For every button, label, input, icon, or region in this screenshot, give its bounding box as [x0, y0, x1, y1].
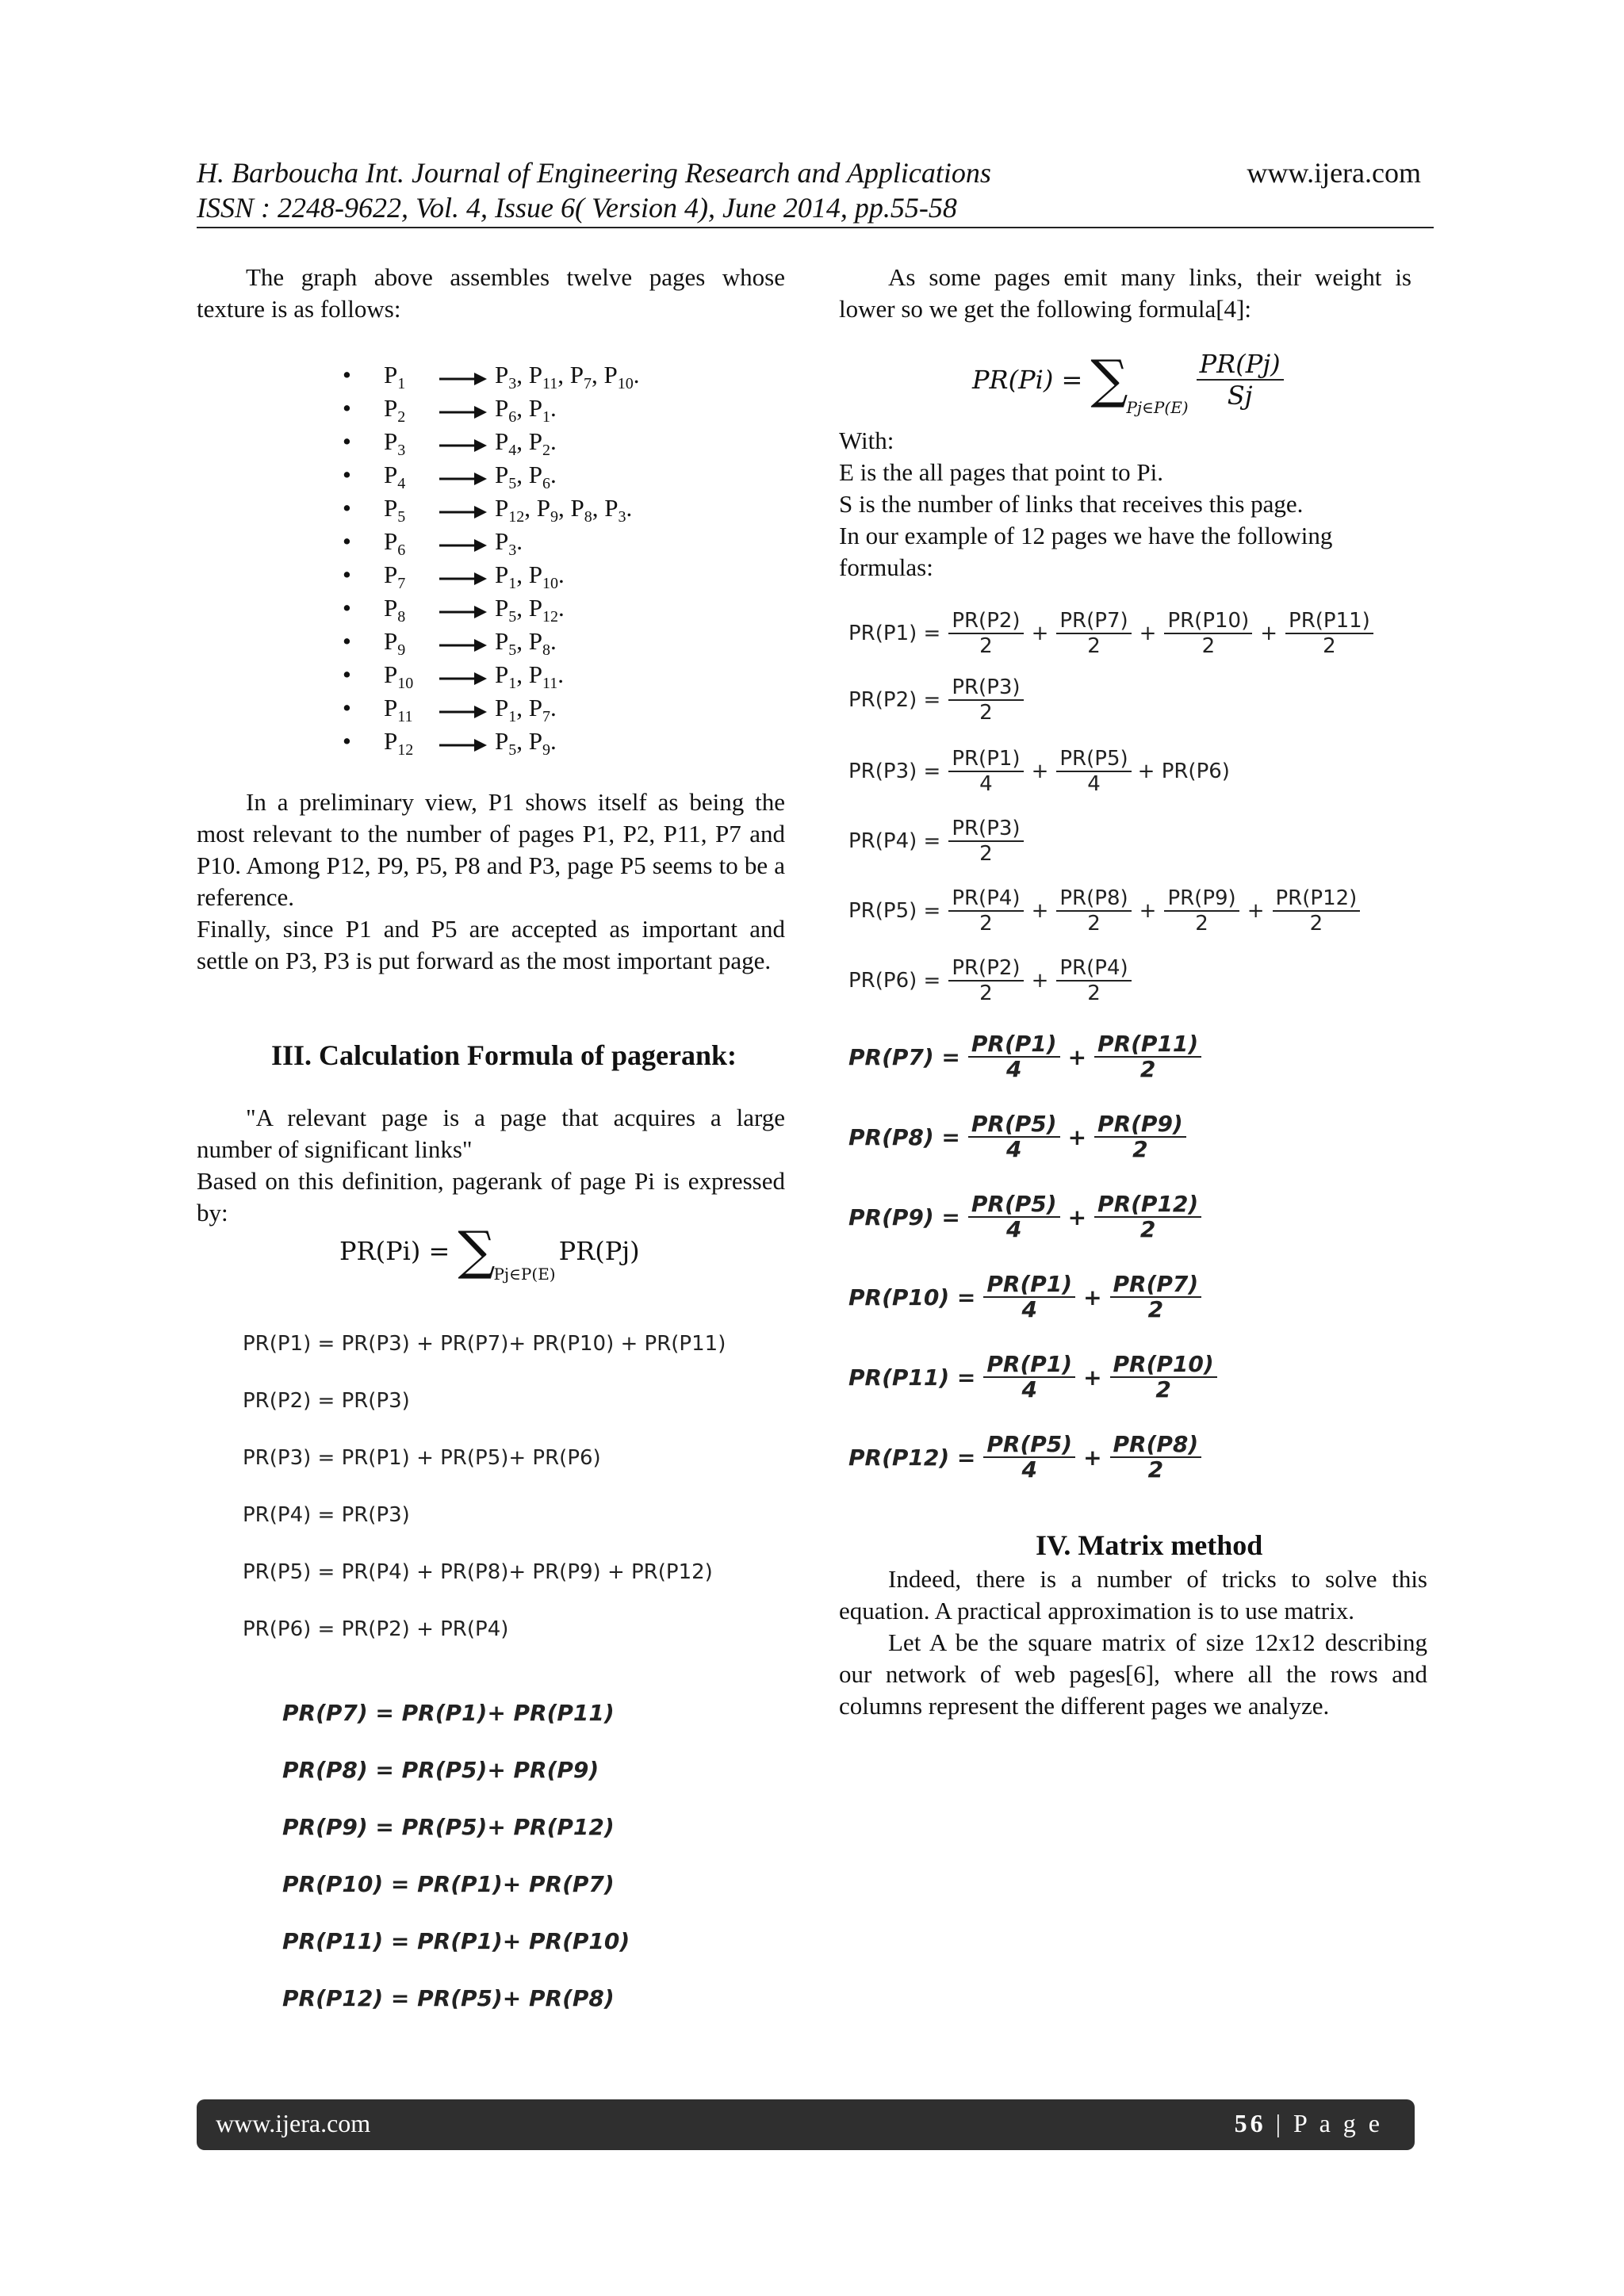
target-pages: $P_3$, $P_{11}$, $P_7$, $P_{10}$.: [495, 361, 640, 393]
numerator: PR(P1): [948, 747, 1023, 772]
weighted-formula-sum-sub: Pj∈P(E): [1126, 398, 1189, 417]
numerator: PR(P11): [1285, 609, 1373, 634]
source-page: $P_{10}$: [384, 660, 414, 693]
denominator: 2: [979, 912, 993, 936]
fraction: [1056, 609, 1131, 658]
with-label: With:: [839, 427, 894, 454]
fraction-equation: [848, 609, 1377, 658]
source-page: $P_8$: [384, 594, 406, 626]
equation-lhs: PR(P1) =: [848, 622, 941, 645]
equation-lhs: PR(P9) =: [848, 1203, 960, 1230]
numerator: PR(P8): [1056, 886, 1131, 912]
fraction: [1056, 747, 1131, 796]
sum-equation: PR(P6) = PR(P2) + PR(P4): [243, 1617, 509, 1641]
footer-website: www.ijera.com: [216, 2109, 371, 2137]
target-pages: $P_4$, $P_2$.: [495, 427, 557, 460]
plus-sign: +: [1139, 622, 1157, 645]
source-page: $P_9$: [384, 627, 406, 660]
fraction-equation: [848, 1272, 1205, 1322]
bullet-icon: •: [343, 727, 351, 755]
issn-line: ISSN : 2248-9622, Vol. 4, Issue 6( Version 4), June 2014, pp.55-58: [197, 192, 957, 224]
target-pages: $P_1$, $P_{11}$.: [495, 660, 565, 693]
denominator: 2: [1087, 982, 1101, 1005]
list-item: [343, 525, 755, 558]
numerator: PR(P10): [1164, 609, 1252, 634]
footer-bar: [197, 2099, 1415, 2150]
target-pages: $P_6$, $P_1$.: [495, 394, 557, 427]
fraction: [948, 956, 1023, 1005]
equation-lhs: PR(P11) =: [848, 1364, 976, 1391]
numerator: PR(P5): [968, 1192, 1060, 1218]
arrow-right-icon: [438, 729, 488, 763]
denominator: 4: [1005, 1136, 1022, 1162]
plus-sign: +: [1031, 622, 1049, 645]
bullet-icon: •: [343, 694, 351, 721]
denominator: 2: [1309, 912, 1323, 936]
plus-sign: +: [1067, 1043, 1087, 1070]
left-para1: In a preliminary view, P1 shows itself as being the most relevant to the number of pages P1, P2, P11, P7 and P10. Among P12, P9, P5, P8 and P3, page P5 seems to be a reference.: [197, 788, 785, 911]
header-website: www.ijera.com: [1247, 157, 1421, 189]
page-suffix: | P a g e: [1266, 2109, 1383, 2137]
s-definition: S is the number of links that receives this page.: [839, 490, 1304, 518]
equation-lhs: PR(P12) =: [848, 1444, 976, 1471]
equation-lhs: PR(P7) =: [848, 1043, 960, 1070]
fraction-equation: [848, 1112, 1189, 1161]
fraction: [1056, 956, 1131, 1005]
fraction: [968, 1192, 1060, 1242]
numerator: PR(P5): [983, 1433, 1075, 1458]
list-item: [343, 691, 755, 725]
numerator: PR(P4): [948, 886, 1023, 912]
bullet-icon: •: [343, 527, 351, 555]
list-item: [343, 725, 755, 758]
fraction-equation: [848, 1433, 1205, 1482]
sum-equation-italic: PR(P10) = PR(P1)+ PR(P7): [282, 1871, 615, 1897]
bullet-icon: •: [343, 394, 351, 422]
fraction-equation: [848, 1353, 1220, 1402]
example-text: In our example of 12 pages we have the following formulas:: [839, 522, 1333, 581]
left-quote: "A relevant page is a page that acquires a large number of significant links": [197, 1104, 785, 1163]
numerator: PR(P3): [948, 675, 1023, 701]
denominator: 2: [1147, 1296, 1164, 1322]
numerator: PR(P2): [948, 956, 1023, 982]
denominator: 2: [1195, 912, 1208, 936]
denominator: 4: [1021, 1456, 1037, 1483]
fraction: [1110, 1353, 1217, 1402]
fraction-equation: [848, 886, 1363, 936]
target-pages: $P_{12}$, $P_9$, $P_8$, $P_3$.: [495, 494, 633, 526]
fraction: [1285, 609, 1373, 658]
numerator: PR(P5): [968, 1112, 1060, 1138]
right-para1: Indeed, there is a number of tricks to solve this equation. A practical approximation is to use matrix.: [839, 1565, 1427, 1624]
source-page: $P_1$: [384, 361, 406, 393]
list-item: [343, 625, 755, 658]
bullet-icon: •: [343, 427, 351, 455]
target-pages: $P_3$.: [495, 527, 523, 560]
fraction: [983, 1353, 1075, 1402]
numerator: PR(P12): [1273, 886, 1361, 912]
plus-sign: +: [1083, 1444, 1102, 1471]
fraction: [1094, 1112, 1186, 1161]
left-intro: The graph above assembles twelve pages whose texture is as follows:: [197, 263, 785, 323]
sum-equation: PR(P4) = PR(P3): [243, 1503, 410, 1527]
denominator: 4: [1021, 1376, 1037, 1402]
fraction: [1110, 1272, 1202, 1322]
list-item: [343, 658, 755, 691]
denominator: 2: [1087, 912, 1101, 936]
bullet-icon: •: [343, 561, 351, 588]
target-pages: $P_1$, $P_7$.: [495, 694, 557, 726]
bullet-icon: •: [343, 461, 351, 488]
sum-equation-italic: PR(P11) = PR(P1)+ PR(P10): [282, 1928, 630, 1954]
source-page: $P_3$: [384, 427, 406, 460]
fraction: [948, 747, 1023, 796]
equation-lhs: PR(P2) =: [848, 688, 941, 712]
fraction: [1164, 886, 1239, 936]
page-link-list: [343, 358, 755, 758]
denominator: 2: [979, 634, 993, 658]
equation-lhs: PR(P5) =: [848, 899, 941, 923]
numerator: PR(P1): [983, 1272, 1075, 1298]
denominator: 2: [979, 982, 993, 1005]
denominator: 4: [1021, 1296, 1037, 1322]
denominator: 2: [1087, 634, 1101, 658]
page-number: 56: [1234, 2109, 1266, 2137]
source-page: $P_5$: [384, 494, 406, 526]
target-pages: $P_5$, $P_{12}$.: [495, 594, 565, 626]
numerator: PR(P4): [1056, 956, 1131, 982]
fraction: [1094, 1192, 1201, 1242]
source-page: $P_{12}$: [384, 727, 414, 760]
list-item: [343, 458, 755, 492]
weighted-formula-den: Sj: [1227, 381, 1253, 411]
numerator: PR(P7): [1110, 1272, 1202, 1298]
denominator: 2: [1201, 634, 1216, 658]
sum-equation-italic: PR(P7) = PR(P1)+ PR(P11): [282, 1700, 615, 1726]
target-pages: $P_1$, $P_{10}$.: [495, 561, 565, 593]
section4-title: IV. Matrix method: [1036, 1529, 1263, 1561]
fraction: [1094, 1032, 1201, 1081]
formula-lhs: PR(Pi) =: [339, 1236, 450, 1266]
right-para2: Let A be the square matrix of size 12x12 describing our network of web pages[6], where all the rows and columns represent the different pages we analyze.: [839, 1628, 1427, 1720]
weighted-formula-lhs: PR(Pi) =: [972, 365, 1083, 395]
e-definition: E is the all pages that point to Pi.: [839, 458, 1163, 486]
fraction: [1110, 1433, 1202, 1482]
target-pages: $P_5$, $P_8$.: [495, 627, 557, 660]
list-item: [343, 591, 755, 625]
denominator: 2: [979, 842, 993, 866]
fraction: [948, 675, 1023, 725]
fraction-equation: [848, 817, 1027, 866]
equation-lhs: PR(P4) =: [848, 829, 941, 853]
sum-equation-italic: PR(P12) = PR(P5)+ PR(P8): [282, 1985, 615, 2011]
source-page: $P_2$: [384, 394, 406, 427]
sum-equation: PR(P3) = PR(P1) + PR(P5)+ PR(P6): [243, 1446, 601, 1470]
denominator: 2: [1132, 1136, 1148, 1162]
sum-equation: PR(P1) = PR(P3) + PR(P7)+ PR(P10) + PR(P11): [243, 1332, 726, 1356]
fraction-equation: [848, 956, 1135, 1005]
pagerank-basic-formula: [339, 1220, 640, 1284]
formula-rhs: PR(Pj): [558, 1236, 640, 1266]
numerator: PR(P9): [1094, 1112, 1186, 1138]
plus-sign: +: [1083, 1284, 1102, 1311]
fraction: [1164, 609, 1252, 658]
sum-symbol: ∑: [458, 1220, 496, 1281]
denominator: 2: [1147, 1456, 1164, 1483]
numerator: PR(P5): [1056, 747, 1131, 772]
list-item: [343, 492, 755, 525]
fraction: [968, 1032, 1060, 1081]
footer-page: [1235, 2109, 1383, 2138]
journal-line: H. Barboucha Int. Journal of Engineering Research and Applications: [197, 157, 991, 189]
plus-sign: +: [1139, 899, 1157, 923]
left-definition: Based on this definition, pagerank of page Pi is expressed by:: [197, 1167, 785, 1226]
fraction: [983, 1272, 1075, 1322]
fraction: [983, 1433, 1075, 1482]
denominator: 2: [1139, 1056, 1156, 1082]
sum-equation: PR(P5) = PR(P4) + PR(P8)+ PR(P9) + PR(P12): [243, 1560, 713, 1584]
fraction: [948, 817, 1023, 866]
equation-lhs: PR(P3) =: [848, 760, 941, 783]
sum-equation: PR(P2) = PR(P3): [243, 1389, 410, 1413]
denominator: 4: [1005, 1056, 1022, 1082]
bullet-icon: •: [343, 494, 351, 522]
denominator: 2: [1323, 634, 1336, 658]
fraction: [948, 886, 1023, 936]
fraction: [1273, 886, 1361, 936]
source-page: $P_6$: [384, 527, 406, 560]
plus-sign: +: [1031, 899, 1049, 923]
weighted-formula-fraction: [1197, 349, 1284, 411]
plus-sign: +: [1067, 1123, 1087, 1150]
numerator: PR(P1): [968, 1032, 1060, 1058]
source-page: $P_7$: [384, 561, 406, 593]
numerator: PR(P7): [1056, 609, 1131, 634]
bullet-icon: •: [343, 660, 351, 688]
bullet-icon: •: [343, 594, 351, 622]
fraction: [1056, 886, 1131, 936]
formula-sum-sub: Pj∈P(E): [493, 1265, 556, 1284]
bullet-icon: •: [343, 361, 351, 388]
fraction: [968, 1112, 1060, 1161]
weighted-pagerank-formula: [972, 349, 1287, 417]
list-item: [343, 358, 755, 392]
header-rule: [197, 227, 1434, 228]
equation-lhs: PR(P10) =: [848, 1284, 976, 1311]
fraction-equation: [848, 1192, 1205, 1242]
target-pages: $P_5$, $P_9$.: [495, 727, 557, 760]
denominator: 4: [1087, 772, 1101, 796]
plus-sign: +: [1260, 622, 1278, 645]
numerator: PR(P11): [1094, 1032, 1201, 1058]
numerator: PR(P10): [1110, 1353, 1217, 1378]
numerator: PR(P9): [1164, 886, 1239, 912]
denominator: 2: [1139, 1216, 1156, 1242]
left-para2: Finally, since P1 and P5 are accepted as important and settle on P3, P3 is put forward as the most important page.: [197, 915, 785, 974]
equation-lhs: PR(P6) =: [848, 969, 941, 993]
denominator: 4: [1005, 1216, 1022, 1242]
fraction-equation: [848, 1032, 1205, 1081]
plus-sign: +: [1247, 899, 1265, 923]
bullet-icon: •: [343, 627, 351, 655]
list-item: [343, 425, 755, 458]
denominator: 2: [1155, 1376, 1171, 1402]
numerator: PR(P8): [1110, 1433, 1202, 1458]
plus-sign: +: [1067, 1203, 1087, 1230]
fraction-equation: [848, 675, 1027, 725]
fraction: [948, 609, 1023, 658]
source-page: $P_{11}$: [384, 694, 413, 726]
numerator: PR(P3): [948, 817, 1023, 842]
sum-equation-italic: PR(P9) = PR(P5)+ PR(P12): [282, 1814, 615, 1840]
target-pages: $P_5$, $P_6$.: [495, 461, 557, 493]
numerator: PR(P1): [983, 1353, 1075, 1378]
sum-symbol: ∑: [1090, 349, 1128, 410]
list-item: [343, 558, 755, 591]
equation-lhs: PR(P8) =: [848, 1123, 960, 1150]
sum-equation-italic: PR(P8) = PR(P5)+ PR(P9): [282, 1757, 599, 1783]
denominator: 4: [979, 772, 993, 796]
equation-tail: + PR(P6): [1137, 760, 1230, 783]
numerator: PR(P2): [948, 609, 1023, 634]
section3-title: III. Calculation Formula of pagerank:: [271, 1039, 737, 1071]
weighted-formula-num: PR(Pj): [1197, 349, 1284, 381]
right-intro: As some pages emit many links, their weight is lower so we get the following formula[4]:: [839, 263, 1411, 323]
source-page: $P_4$: [384, 461, 406, 493]
denominator: 2: [979, 701, 993, 725]
plus-sign: +: [1031, 969, 1049, 993]
plus-sign: +: [1083, 1364, 1102, 1391]
list-item: [343, 392, 755, 425]
fraction-equation: [848, 747, 1230, 796]
plus-sign: +: [1031, 760, 1049, 783]
numerator: PR(P12): [1094, 1192, 1201, 1218]
